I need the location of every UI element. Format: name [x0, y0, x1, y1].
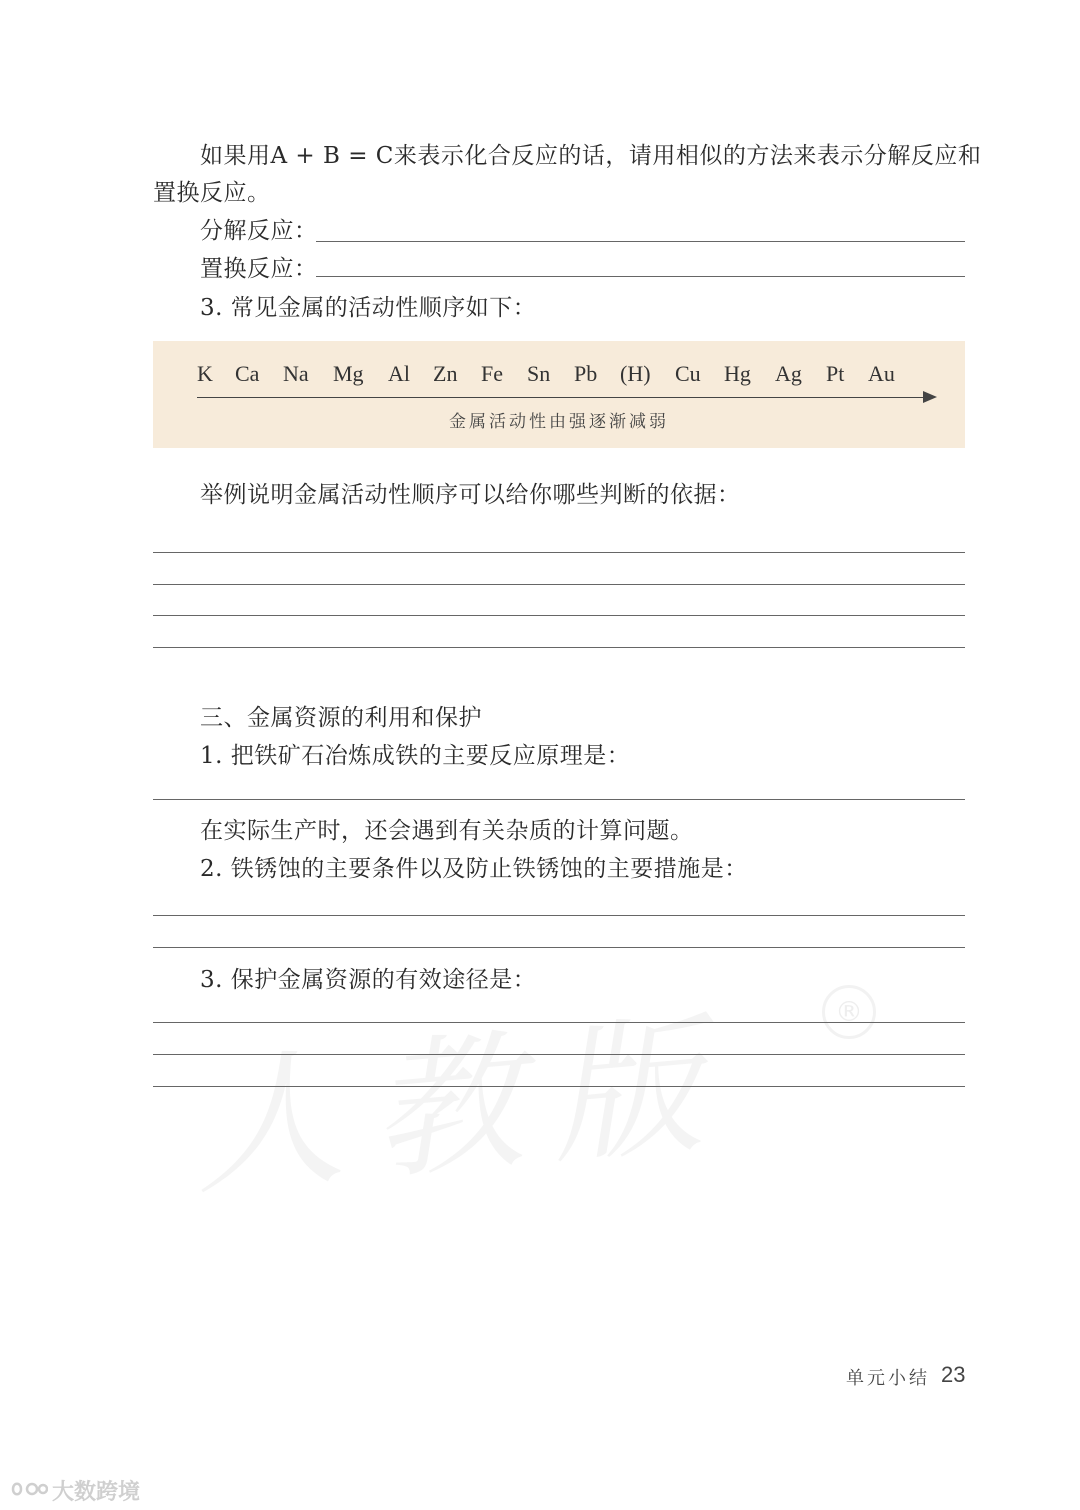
activity-question: 举例说明金属活动性顺序可以给你哪些判断的依据：	[200, 482, 741, 508]
metal-symbol: Na	[283, 361, 309, 386]
activity-caption: 金属活动性由强逐渐减弱	[449, 412, 669, 432]
metal-symbol: Al	[388, 361, 410, 386]
metal-symbol: Au	[868, 361, 895, 386]
answer-line[interactable]	[153, 552, 965, 553]
metal-symbol: Sn	[527, 361, 551, 386]
replacement-label: 置换反应：	[200, 256, 318, 282]
metal-symbol: Cu	[675, 361, 701, 386]
section-3-title: 三、金属资源的利用和保护	[200, 705, 482, 731]
decomposition-label: 分解反应：	[200, 218, 318, 244]
intro-line-1: 如果用A + B = C来表示化合反应的话，请用相似的方法来表示分解反应和	[200, 143, 982, 169]
question-3: 3. 保护金属资源的有效途径是：	[200, 967, 537, 993]
metal-symbol: Pt	[826, 361, 845, 386]
answer-line[interactable]	[153, 615, 965, 616]
replacement-answer-line[interactable]	[316, 276, 965, 277]
decomposition-answer-line[interactable]	[316, 241, 965, 242]
impurity-note: 在实际生产时，还会遇到有关杂质的计算问题。	[200, 818, 694, 844]
answer-line[interactable]	[153, 915, 965, 916]
activity-heading: 3. 常见金属的活动性顺序如下：	[200, 295, 537, 321]
metal-symbol: Pb	[574, 361, 598, 386]
answer-line[interactable]	[153, 799, 965, 800]
question-1: 1. 把铁矿石冶炼成铁的主要反应原理是：	[200, 743, 631, 769]
registered-mark-icon: ®	[822, 985, 876, 1039]
watermark-logo: 人教版	[184, 996, 738, 1218]
answer-line[interactable]	[153, 1022, 965, 1023]
intro-line-2: 置换反应。	[153, 180, 271, 206]
metal-symbol: Mg	[333, 361, 364, 386]
arrow-right-icon	[923, 391, 937, 403]
answer-line[interactable]	[153, 1054, 965, 1055]
answer-line[interactable]	[153, 947, 965, 948]
brand-watermark: 大数跨境	[52, 1480, 141, 1505]
metal-symbol: Hg	[724, 361, 751, 386]
metal-symbol: Ca	[235, 361, 260, 386]
answer-line[interactable]	[153, 647, 965, 648]
activity-arrow-line	[197, 397, 927, 398]
metal-symbol: Zn	[433, 361, 458, 386]
footer-label: 单元小结	[846, 1368, 930, 1389]
answer-line[interactable]	[153, 1086, 965, 1087]
page-number: 23	[941, 1362, 966, 1387]
metal-series	[153, 361, 965, 391]
metal-symbol: K	[197, 361, 213, 386]
metal-symbol: (H)	[620, 361, 651, 386]
brand-logo-icon	[10, 1478, 48, 1500]
question-2: 2. 铁锈蚀的主要条件以及防止铁锈蚀的主要措施是：	[200, 856, 748, 882]
answer-line[interactable]	[153, 584, 965, 585]
activity-series-box	[153, 341, 965, 448]
metal-symbol: Ag	[775, 361, 802, 386]
metal-symbol: Fe	[481, 361, 503, 386]
